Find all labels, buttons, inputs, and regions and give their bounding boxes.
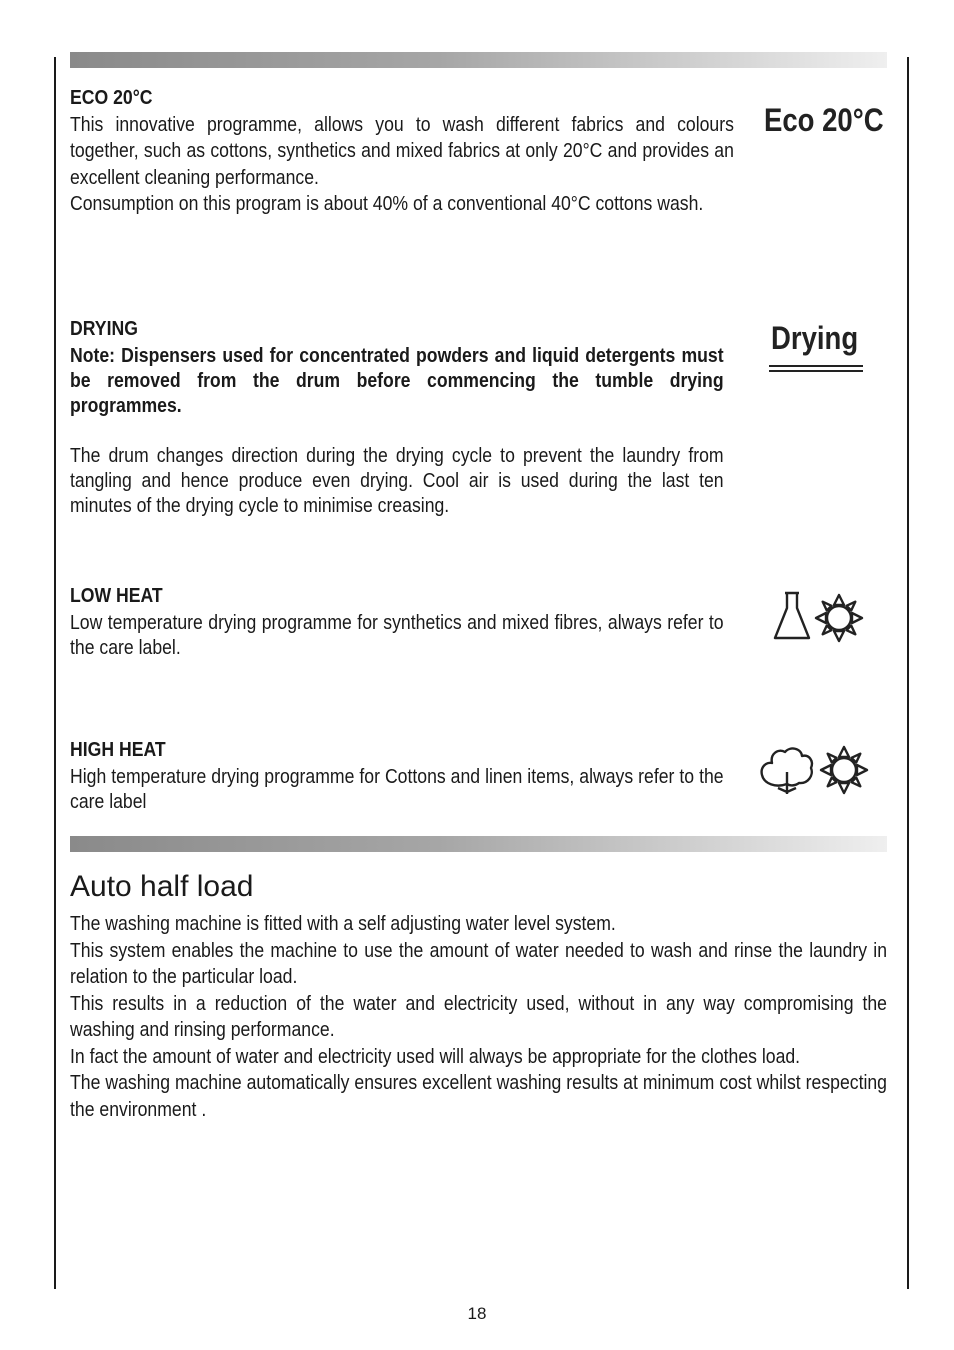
drying-section [70, 316, 724, 518]
flask-icon [772, 590, 812, 642]
high-heat-body: High temperature drying programme for Cottons and linen items, always refer to the care label [70, 764, 724, 813]
eco-paragraph: This innovative programme, allows you to wash different fabrics and colours together, such as cottons, synthetics and mixed fabrics at only 20°C and provides an excellent cleaning performance. [70, 112, 734, 189]
low-heat-section [70, 583, 724, 660]
left-border-line [54, 57, 56, 1289]
auto-half-load-title: Auto half load [70, 870, 254, 903]
drying-body: The drum changes direction during the drying cycle to prevent the laundry from tangling and hence produce even drying. Cool air is used during the last ten minutes of the drying cycle to minimise creasing. [70, 443, 724, 517]
eco-paragraph: Consumption on this program is about 40% of a conventional 40°C cottons wash. [70, 192, 704, 215]
drying-double-underline [769, 365, 863, 367]
auto-half-load-paragraph: In fact the amount of water and electricity used will always be appropriate for the clothes load. [70, 1044, 801, 1068]
top-gradient-band [70, 52, 887, 68]
high-heat-section [70, 737, 724, 814]
drying-heading: DRYING [70, 317, 138, 340]
page-number: 18 [467, 1304, 487, 1323]
eco-side-title: Eco 20°C [764, 102, 884, 138]
high-heat-heading: HIGH HEAT [70, 738, 166, 761]
right-border-line [907, 57, 909, 1289]
drying-side-title: Drying [771, 320, 859, 356]
auto-half-load-section [70, 911, 887, 1123]
drying-note: Note: Dispensers used for concentrated powders and liquid detergents must be removed from the drum before commencing the tumble drying programmes. [70, 343, 724, 417]
auto-half-load-paragraph: The washing machine is fitted with a self adjusting water level system. [70, 912, 616, 935]
auto-half-load-paragraph: This results in a reduction of the water and electricity used, without in any way compromising the washing and rinsing performance. [70, 991, 887, 1041]
sun-icon [813, 592, 865, 644]
low-heat-heading: LOW HEAT [70, 584, 163, 607]
eco-heading: ECO 20°C [70, 86, 153, 109]
sun-icon [818, 744, 870, 796]
eco-section [70, 85, 734, 218]
auto-half-load-paragraph: The washing machine automatically ensures excellent washing results at minimum cost whilst respecting the environment . [70, 1071, 887, 1121]
cotton-flower-icon [758, 744, 816, 796]
low-heat-body: Low temperature drying programme for synthetics and mixed fibres, always refer to the care label. [70, 610, 724, 659]
middle-gradient-band [70, 836, 887, 852]
auto-half-load-paragraph: This system enables the machine to use the amount of water needed to wash and rinse the laundry in relation to the particular load. [70, 938, 887, 988]
